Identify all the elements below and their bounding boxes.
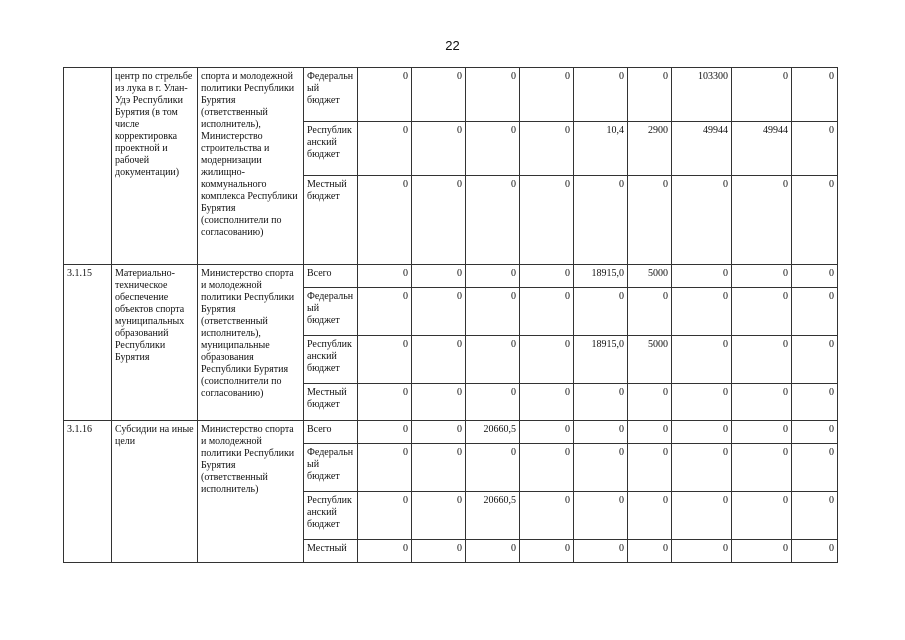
table-row [64,68,838,122]
amount-cell: 0 [358,336,412,384]
amount-cell: 20660,5 [466,421,520,444]
budget-table [63,67,838,563]
row-executor: Министерство спорта и молодежной политики Республики Бурятия (ответственный исполнитель), муниципальные образования Республики Бурятия (соисполнители по согласованию) [198,265,304,421]
table-row [64,421,838,444]
amount-cell: 2900 [628,122,672,176]
funding-source: Республиканский бюджет [304,492,358,540]
amount-cell: 0 [412,68,466,122]
amount-cell: 0 [520,176,574,265]
amount-cell: 0 [466,540,520,563]
amount-cell: 0 [574,384,628,421]
amount-cell: 0 [792,288,838,336]
amount-cell: 0 [412,492,466,540]
funding-source: Всего [304,421,358,444]
amount-cell: 0 [358,176,412,265]
funding-source: Республиканский бюджет [304,122,358,176]
amount-cell: 0 [412,336,466,384]
page-number: 22 [445,38,460,53]
amount-cell: 0 [412,540,466,563]
amount-cell: 0 [792,176,838,265]
table-row [64,265,838,288]
amount-cell: 0 [574,540,628,563]
amount-cell: 0 [412,122,466,176]
amount-cell: 0 [628,288,672,336]
amount-cell: 0 [732,492,792,540]
amount-cell: 0 [628,176,672,265]
amount-cell: 0 [672,176,732,265]
amount-cell: 0 [792,68,838,122]
amount-cell: 0 [732,421,792,444]
amount-cell: 0 [732,540,792,563]
amount-cell: 0 [520,265,574,288]
amount-cell: 0 [792,265,838,288]
amount-cell: 0 [628,492,672,540]
amount-cell: 0 [466,122,520,176]
amount-cell: 0 [358,384,412,421]
amount-cell: 18915,0 [574,265,628,288]
amount-cell: 0 [358,492,412,540]
row-executor: Министерство спорта и молодежной политики Республики Бурятия (ответственный исполнитель) [198,421,304,563]
amount-cell: 0 [574,68,628,122]
amount-cell: 0 [466,288,520,336]
amount-cell: 0 [466,336,520,384]
amount-cell: 0 [628,421,672,444]
amount-cell: 0 [732,444,792,492]
amount-cell: 0 [466,265,520,288]
amount-cell: 10,4 [574,122,628,176]
amount-cell: 0 [358,540,412,563]
amount-cell: 0 [412,384,466,421]
amount-cell: 0 [792,421,838,444]
funding-source: Всего [304,265,358,288]
amount-cell: 0 [672,336,732,384]
amount-cell: 5000 [628,265,672,288]
amount-cell: 0 [358,122,412,176]
row-code [64,68,112,265]
amount-cell: 0 [574,421,628,444]
row-name: Субсидии на иные цели [112,421,198,563]
amount-cell: 0 [628,68,672,122]
amount-cell: 0 [466,68,520,122]
amount-cell: 0 [358,68,412,122]
amount-cell: 5000 [628,336,672,384]
amount-cell: 0 [520,492,574,540]
row-executor: спорта и молодежной политики Республики Бурятия (ответственный исполнитель), Министерство строительства и модернизации жилищно-коммунального комплекса Республики Бурятия (соисполнители по согласованию) [198,68,304,265]
amount-cell: 103300 [672,68,732,122]
row-name: центр по стрельбе из лука в г. Улан-Удэ Республики Бурятия (в том числе корректировка проектной и рабочей документации) [112,68,198,265]
amount-cell: 0 [358,265,412,288]
amount-cell: 0 [574,288,628,336]
row-name: Материально-техническое обеспечение объектов спорта муниципальных образований Республики Бурятия [112,265,198,421]
amount-cell: 0 [412,444,466,492]
amount-cell: 20660,5 [466,492,520,540]
amount-cell: 0 [672,444,732,492]
amount-cell: 0 [520,336,574,384]
amount-cell: 0 [792,540,838,563]
amount-cell: 0 [574,176,628,265]
amount-cell: 0 [672,384,732,421]
amount-cell: 0 [520,288,574,336]
amount-cell: 0 [792,336,838,384]
amount-cell: 0 [792,122,838,176]
amount-cell: 0 [466,176,520,265]
amount-cell: 0 [732,336,792,384]
amount-cell: 0 [672,288,732,336]
amount-cell: 0 [466,444,520,492]
amount-cell: 0 [628,384,672,421]
funding-source: Федеральный бюджет [304,288,358,336]
amount-cell: 49944 [732,122,792,176]
amount-cell: 0 [792,444,838,492]
amount-cell: 0 [732,384,792,421]
amount-cell: 0 [672,540,732,563]
amount-cell: 0 [358,444,412,492]
amount-cell: 0 [732,68,792,122]
funding-source: Федеральный бюджет [304,444,358,492]
amount-cell: 0 [672,265,732,288]
amount-cell: 0 [520,122,574,176]
amount-cell: 0 [628,444,672,492]
funding-source: Местный бюджет [304,384,358,421]
funding-source: Республиканский бюджет [304,336,358,384]
funding-source: Местный бюджет [304,176,358,265]
amount-cell: 0 [412,265,466,288]
amount-cell: 0 [520,384,574,421]
amount-cell: 0 [732,265,792,288]
amount-cell: 0 [466,384,520,421]
amount-cell: 0 [412,421,466,444]
amount-cell: 0 [792,492,838,540]
amount-cell: 0 [574,492,628,540]
funding-source: Федеральный бюджет [304,68,358,122]
amount-cell: 0 [358,288,412,336]
amount-cell: 0 [520,540,574,563]
amount-cell: 0 [628,540,672,563]
amount-cell: 0 [412,288,466,336]
amount-cell: 0 [672,421,732,444]
amount-cell: 0 [732,288,792,336]
row-code: 3.1.16 [64,421,112,563]
funding-source: Местный [304,540,358,563]
amount-cell: 0 [732,176,792,265]
amount-cell: 0 [574,444,628,492]
amount-cell: 0 [520,444,574,492]
amount-cell: 0 [358,421,412,444]
amount-cell: 49944 [672,122,732,176]
amount-cell: 0 [520,421,574,444]
row-code: 3.1.15 [64,265,112,421]
amount-cell: 0 [672,492,732,540]
amount-cell: 0 [412,176,466,265]
amount-cell: 0 [520,68,574,122]
amount-cell: 0 [792,384,838,421]
amount-cell: 18915,0 [574,336,628,384]
